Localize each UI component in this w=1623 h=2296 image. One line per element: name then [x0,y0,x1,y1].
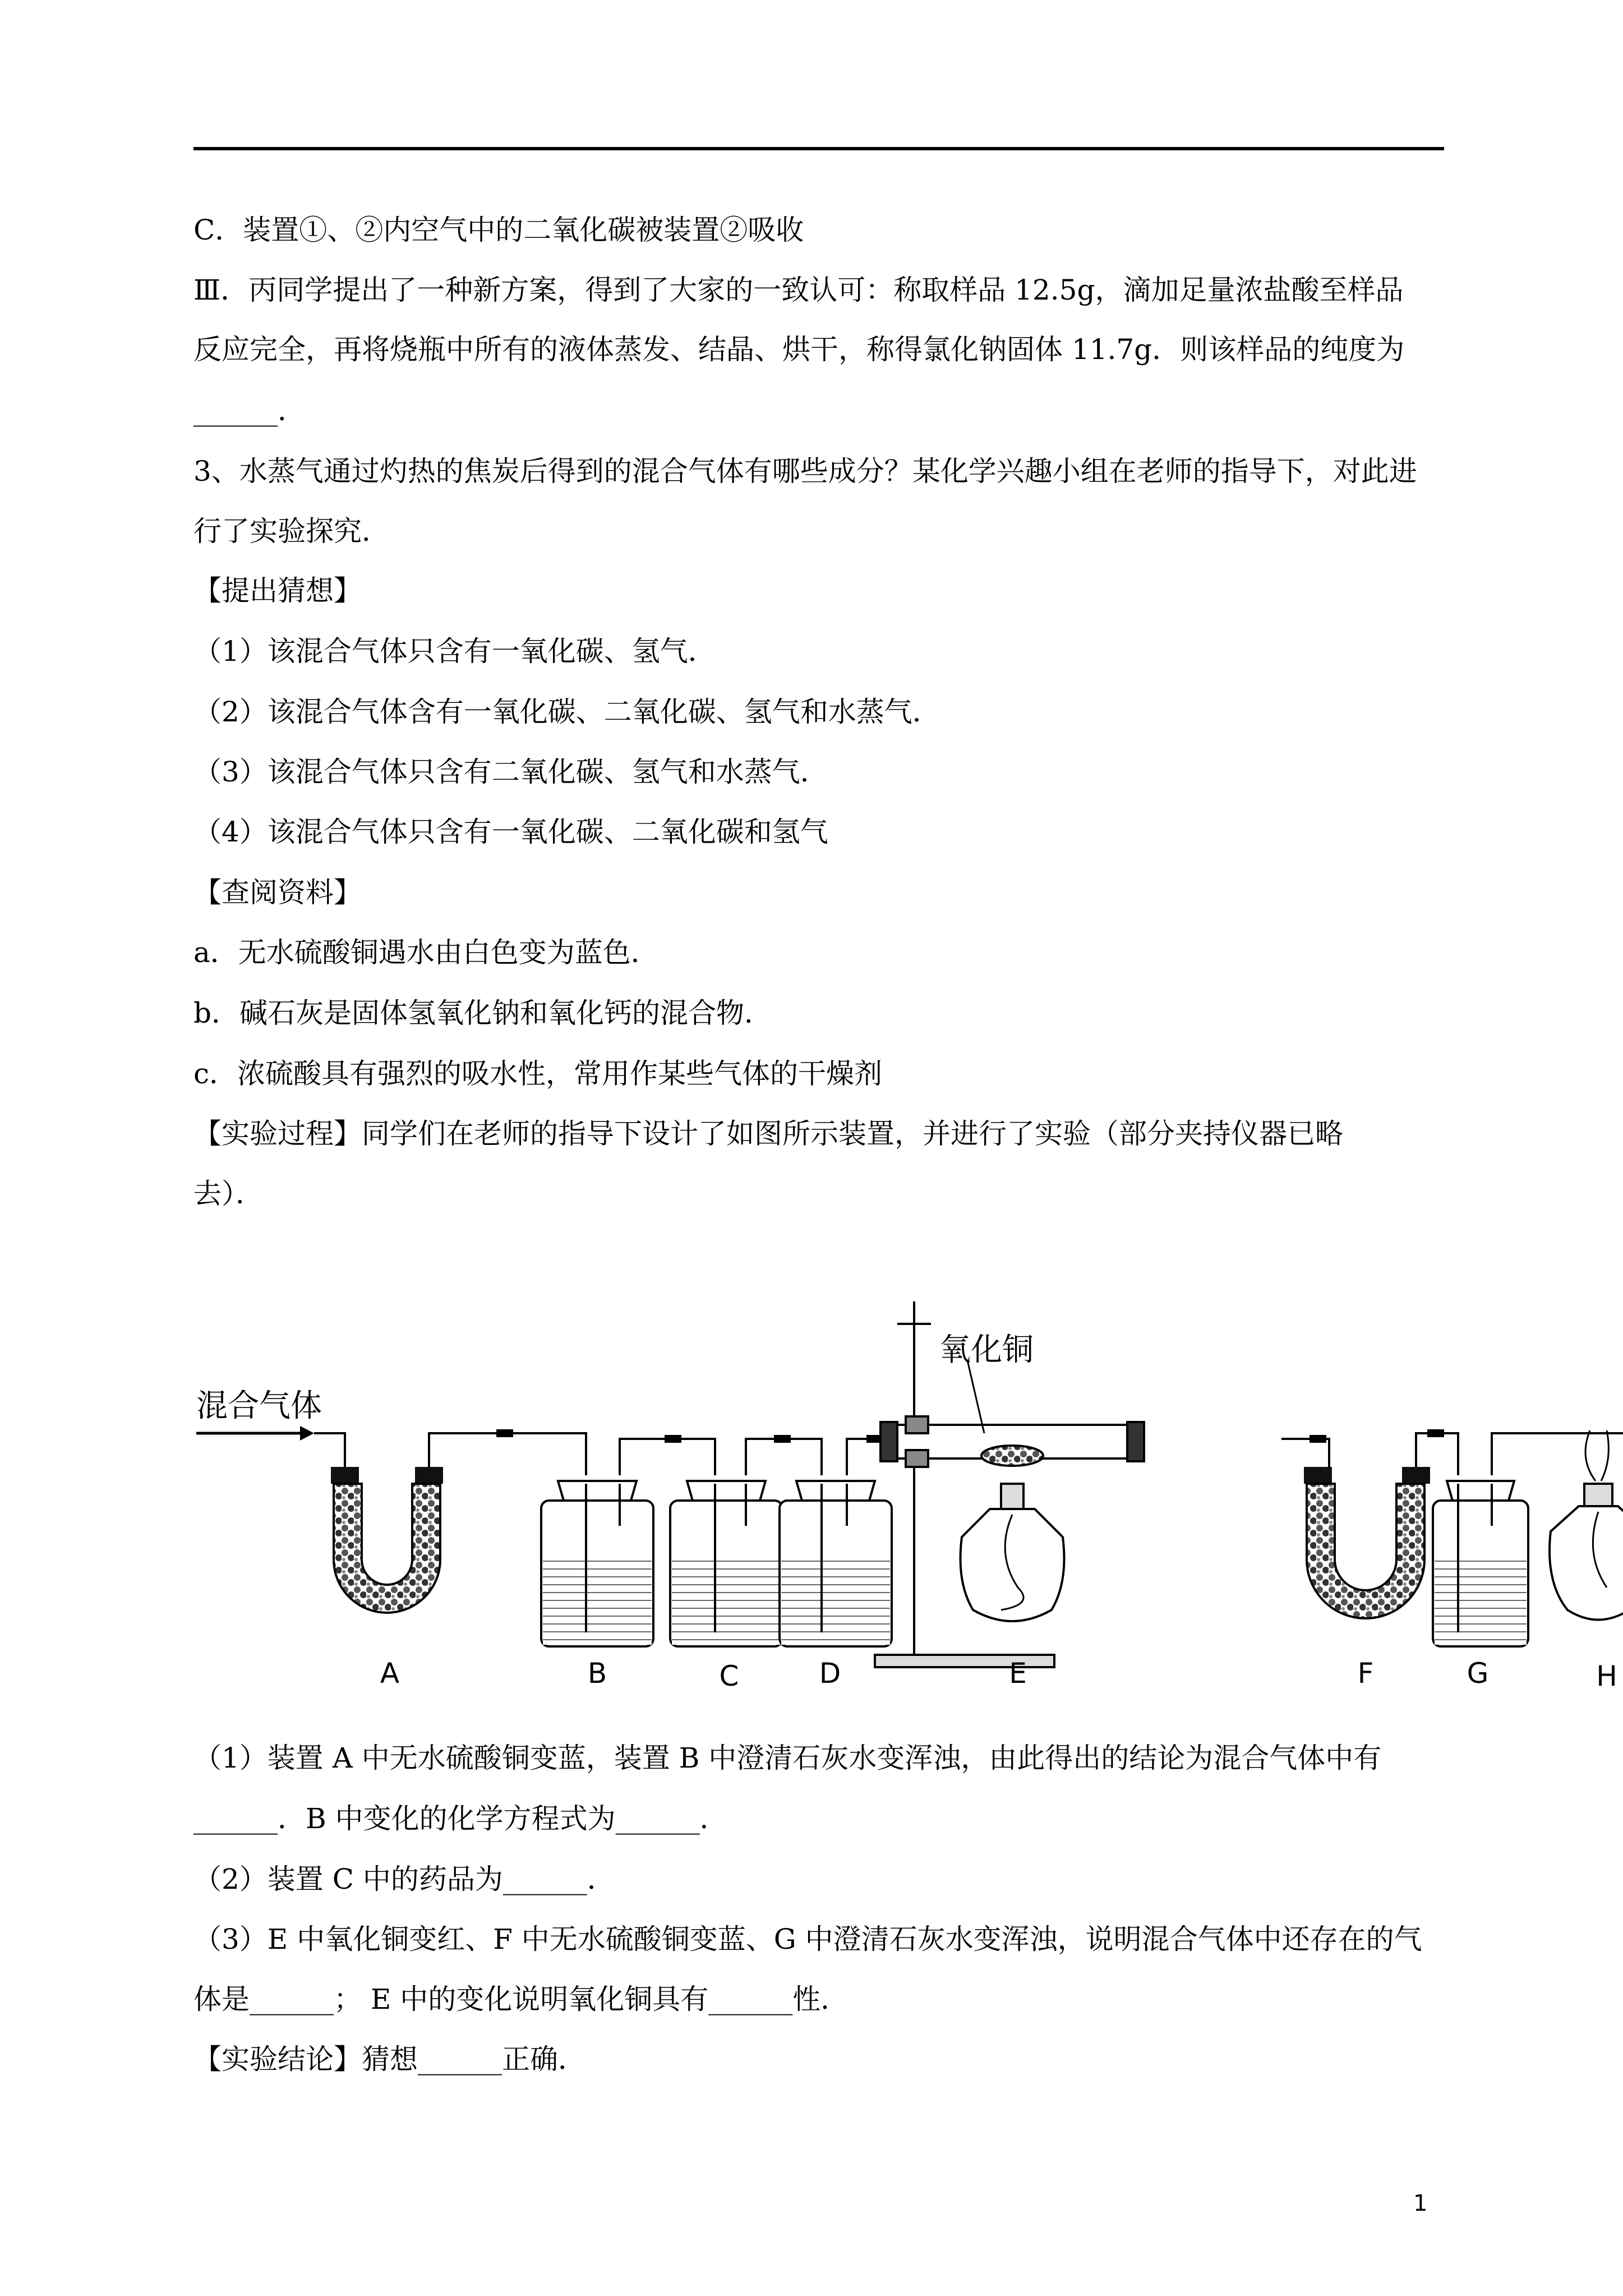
wash-bottle-d [780,1481,892,1646]
header-rule [193,147,1444,150]
label-c: C [719,1660,739,1692]
wash-bottle-c [670,1481,782,1646]
text-line: 行了实验探究． [193,515,390,547]
wash-bottle-b [541,1481,653,1646]
text-line: 反应完全，再将烧瓶中所有的液体蒸发、结晶、烘干，称得氯化钠固体 11.7g．则该样品的纯度为 [193,333,1405,366]
label-g: G [1467,1657,1489,1690]
label-a: A [380,1657,400,1690]
text-line: b．碱石灰是固体氢氧化钠和氧化钙的混合物． [193,997,773,1029]
gas-label: 混合气体 [196,1388,322,1424]
text-line: a．无水硫酸铜遇水由白色变为蓝色． [193,936,659,969]
section-heading: 【提出猜想】 [193,574,362,607]
text-line: 3、水蒸气通过灼热的焦炭后得到的混合气体有哪些成分？某化学兴趣小组在老师的指导下，对此进 [193,455,1417,487]
text-line: （1）装置 A 中无水硫酸铜变蓝，装置 B 中澄清石灰水变浑浊，由此得出的结论为混合气体中有 [193,1742,1382,1774]
text-line: （3）E 中氧化铜变红、F 中无水硫酸铜变蓝、G 中澄清石灰水变浑浊，说明混合气体中还存在的气 [193,1923,1422,1955]
label-e: E [1009,1657,1027,1690]
text-line: Ⅲ．丙同学提出了一种新方案，得到了大家的一致认可：称取样品 12.5g，滴加足量浓盐酸至样品 [193,274,1404,306]
label-b: B [587,1657,607,1690]
page-number: 1 [1413,2191,1428,2216]
text-line: c．浓硫酸具有强烈的吸水性，常用作某些气体的干燥剂 [193,1057,883,1090]
text-line: （2）装置 C 中的药品为______． [193,1863,615,1895]
cuo-label: 氧化铜 [939,1332,1034,1368]
section-heading: 【查阅资料】 [193,876,362,909]
label-f: F [1357,1657,1374,1690]
u-tube-f [1304,1467,1430,1618]
text-line: 【实验过程】同学们在老师的指导下设计了如图所示装置，并进行了实验（部分夹持仪器已略 [193,1117,1343,1150]
text-line: （4）该混合气体只含有一氧化碳、二氧化碳和氢气 [193,816,828,848]
text-line: （2）该混合气体含有一氧化碳、二氧化碳、氢气和水蒸气． [193,696,940,728]
alcohol-lamp-h [1550,1430,1623,1620]
text-line: ______．B 中变化的化学方程式为______． [193,1802,728,1835]
wash-bottle-g [1433,1481,1528,1646]
text-line: ______． [193,394,306,427]
text-line: 去）． [193,1177,264,1210]
apparatus-figure [193,1290,1617,1692]
u-tube-a [331,1467,443,1613]
text-line: （3）该混合气体只含有二氧化碳、氢气和水蒸气． [193,756,828,788]
text-line: （1）该混合气体只含有一氧化碳、氢气． [193,635,716,668]
text-line: 体是______； E 中的变化说明氧化铜具有______性． [193,1983,849,2016]
text-line: C．装置①、②内空气中的二氧化碳被装置②吸收 [193,214,804,246]
label-h: H [1596,1660,1617,1692]
text-line: 【实验结论】猜想______正确． [193,2043,586,2076]
label-d: D [819,1657,841,1690]
